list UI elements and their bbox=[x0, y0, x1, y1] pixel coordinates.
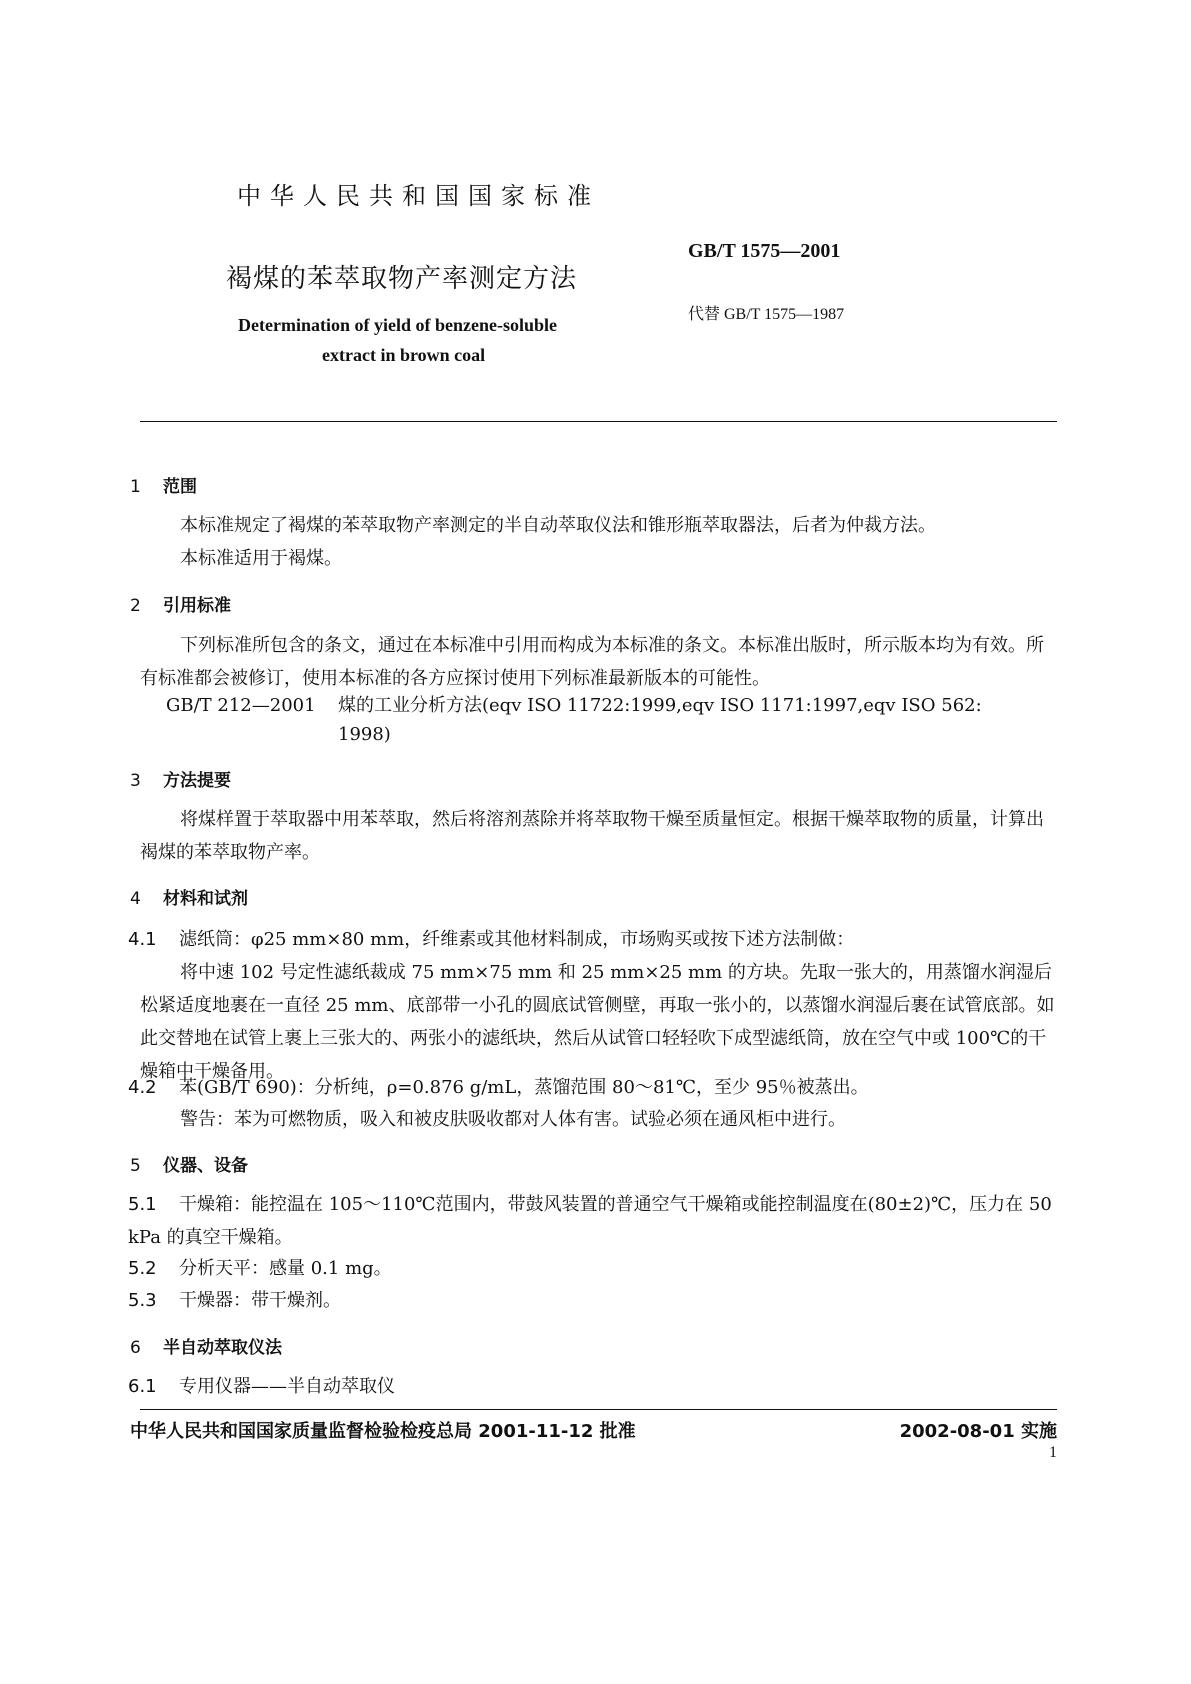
section-2-heading bbox=[130, 591, 231, 616]
national-standard-label: 中华人民共和国国家标准 bbox=[237, 182, 600, 210]
clause-number: 4.1 bbox=[128, 929, 157, 950]
section-1-paragraph-1: 本标准规定了褐煤的苯萃取物产率测定的半自动萃取仪法和锥形瓶萃取器法，后者为仲裁方法。 bbox=[180, 515, 936, 536]
clause-text: 滤纸筒：φ25 mm×80 mm，纤维素或其他材料制成，市场购买或按下述方法制做： bbox=[179, 929, 855, 950]
clause-number: 5.2 bbox=[128, 1258, 157, 1279]
approval-statement: 中华人民共和国国家质量监督检验检疫总局 2001-11-12 批准 bbox=[130, 1421, 636, 1442]
clause-text: 干燥箱：能控温在 105～110℃范围内，带鼓风装置的普通空气干燥箱或能控制温度在(80±2)℃，压力在 50 kPa 的真空干燥箱。 bbox=[128, 1194, 1052, 1248]
document-title-en-line2: extract in brown coal bbox=[322, 345, 486, 365]
header-divider bbox=[140, 421, 1057, 422]
clause-number: 6.1 bbox=[128, 1376, 157, 1397]
section-title: 方法提要 bbox=[163, 771, 231, 791]
clause-4-1-detail: 将中速 102 号定性滤纸裁成 75 mm×75 mm 和 25 mm×25 mm 的方块。先取一张大的，用蒸馏水润湿后松紧适度地裹在一直径 25 mm、底部带一小孔的圆底试管侧壁，再取一张小的，以蒸馏水润湿后裹在试管底部。如此交替地在试管上裹上三张大的、两张小的滤纸块，然后从试管口轻轻吹下成型滤纸筒，放在空气中或 100℃的干燥箱中干燥备用。 bbox=[140, 962, 1055, 1082]
replaces-standard: 代替 GB/T 1575—1987 bbox=[688, 306, 845, 323]
clause-4-2-warning: 警告：苯为可燃物质，吸入和被皮肤吸收都对人体有害。试验必须在通风柜中进行。 bbox=[180, 1109, 846, 1130]
clause-text: 专用仪器——半自动萃取仪 bbox=[179, 1376, 395, 1397]
clause-text: 分析天平：感量 0.1 mg。 bbox=[179, 1258, 392, 1279]
section-number: 1 bbox=[130, 477, 141, 497]
section-number: 6 bbox=[130, 1338, 141, 1358]
section-title: 仪器、设备 bbox=[163, 1156, 248, 1176]
section-3-paragraph-1: 将煤样置于萃取器中用苯萃取，然后将溶剂蒸除并将萃取物干燥至质量恒定。根据干燥萃取物的质量，计算出褐煤的苯萃取物产率。 bbox=[140, 809, 1044, 863]
section-3-heading bbox=[130, 766, 231, 791]
clause-5-2 bbox=[128, 1252, 392, 1285]
clause-number: 4.2 bbox=[128, 1077, 157, 1098]
section-1-heading bbox=[130, 472, 197, 497]
clause-5-1 bbox=[128, 1188, 1057, 1254]
clause-text: 苯(GB/T 690)：分析纯，ρ=0.876 g/mL，蒸馏范围 80～81℃，至少 95％被蒸出。 bbox=[179, 1077, 869, 1098]
section-title: 材料和试剂 bbox=[163, 889, 248, 909]
section-4-heading bbox=[130, 884, 248, 909]
section-6-heading bbox=[130, 1333, 282, 1358]
clause-number: 5.3 bbox=[128, 1290, 157, 1311]
document-title-cn: 褐煤的苯萃取物产率测定方法 bbox=[226, 264, 578, 294]
section-number: 5 bbox=[130, 1156, 141, 1176]
document-title-en-line1: Determination of yield of benzene-soluble bbox=[238, 315, 557, 335]
section-title: 范围 bbox=[163, 477, 197, 497]
clause-text: 干燥器：带干燥剂。 bbox=[179, 1290, 341, 1311]
standard-code: GB/T 1575—2001 bbox=[688, 240, 841, 262]
section-1-paragraph-2: 本标准适用于褐煤。 bbox=[180, 548, 342, 569]
section-2-paragraph-1: 下列标准所包含的条文，通过在本标准中引用而构成为本标准的条文。本标准出版时，所示版本均为有效。所有标准都会被修订，使用本标准的各方应探讨使用下列标准最新版本的可能性。 bbox=[140, 635, 1044, 689]
page-number: 1 bbox=[1049, 1444, 1057, 1461]
reference-title-line1: 煤的工业分析方法(eqv ISO 11722:1999,eqv ISO 1171:1997,eqv ISO 562: bbox=[338, 695, 982, 716]
section-5-heading bbox=[130, 1151, 248, 1176]
clause-4-2 bbox=[128, 1071, 869, 1104]
clause-5-3 bbox=[128, 1284, 341, 1317]
section-title: 引用标准 bbox=[163, 596, 231, 616]
clause-6-1 bbox=[128, 1370, 395, 1403]
section-number: 3 bbox=[130, 771, 141, 791]
section-number: 4 bbox=[130, 889, 141, 909]
implementation-date: 2002-08-01 实施 bbox=[899, 1421, 1057, 1442]
section-number: 2 bbox=[130, 596, 141, 616]
reference-title-line2: 1998) bbox=[338, 724, 391, 745]
clause-4-1 bbox=[128, 923, 854, 956]
section-title: 半自动萃取仪法 bbox=[163, 1338, 282, 1358]
footer-divider bbox=[140, 1409, 1057, 1410]
reference-code: GB/T 212—2001 bbox=[166, 695, 316, 716]
clause-number: 5.1 bbox=[128, 1194, 157, 1215]
